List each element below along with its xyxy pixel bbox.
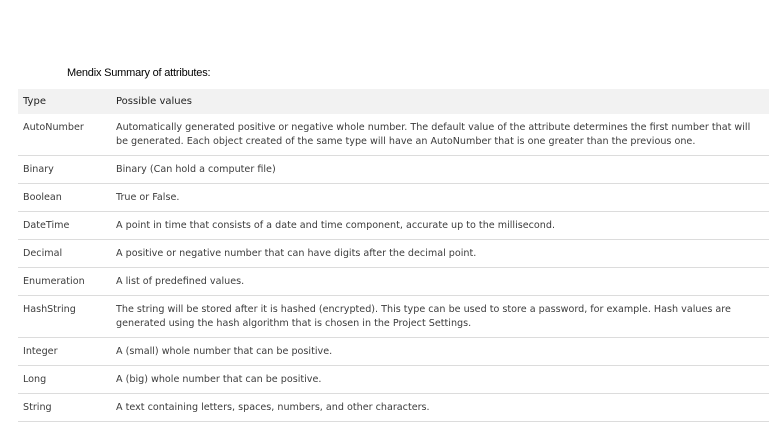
column-header-type: Type xyxy=(18,89,111,114)
attribute-possible-values: The string will be stored after it is hashed (encrypted). This type can be used to store a password, for example. Hash values are generated using the hash algorithm that is chosen in the Project Settings. xyxy=(111,296,769,338)
attribute-type: DateTime xyxy=(18,212,111,240)
attribute-type: Long xyxy=(18,366,111,394)
attribute-possible-values: A (big) whole number that can be positive. xyxy=(111,366,769,394)
column-header-possible-values: Possible values xyxy=(111,89,769,114)
attribute-type: String xyxy=(18,394,111,422)
attributes-table xyxy=(18,89,769,422)
attribute-possible-values: A point in time that consists of a date and time component, accurate up to the millisecond. xyxy=(111,212,769,240)
table-row xyxy=(18,394,769,422)
table-row xyxy=(18,156,769,184)
attribute-possible-values: A list of predefined values. xyxy=(111,268,769,296)
table-row xyxy=(18,212,769,240)
table-row xyxy=(18,338,769,366)
attribute-possible-values: Binary (Can hold a computer file) xyxy=(111,156,769,184)
table-row xyxy=(18,366,769,394)
attribute-type: Enumeration xyxy=(18,268,111,296)
page-title: Mendix Summary of attributes: xyxy=(67,67,211,79)
attribute-possible-values: A (small) whole number that can be positive. xyxy=(111,338,769,366)
table-row xyxy=(18,268,769,296)
table-row xyxy=(18,114,769,156)
table-row xyxy=(18,240,769,268)
attribute-possible-values: A text containing letters, spaces, numbers, and other characters. xyxy=(111,394,769,422)
attribute-type: AutoNumber xyxy=(18,114,111,156)
table-row xyxy=(18,296,769,338)
attribute-type: Boolean xyxy=(18,184,111,212)
table-row xyxy=(18,184,769,212)
attribute-possible-values: Automatically generated positive or negative whole number. The default value of the attribute determines the first number that will be generated. Each object created of the same type will have an AutoNumber that is one greater than the previous one. xyxy=(111,114,769,156)
table-header-row xyxy=(18,89,769,114)
attribute-type: HashString xyxy=(18,296,111,338)
attribute-type: Decimal xyxy=(18,240,111,268)
attribute-possible-values: A positive or negative number that can have digits after the decimal point. xyxy=(111,240,769,268)
attribute-type: Binary xyxy=(18,156,111,184)
attribute-type: Integer xyxy=(18,338,111,366)
attribute-possible-values: True or False. xyxy=(111,184,769,212)
